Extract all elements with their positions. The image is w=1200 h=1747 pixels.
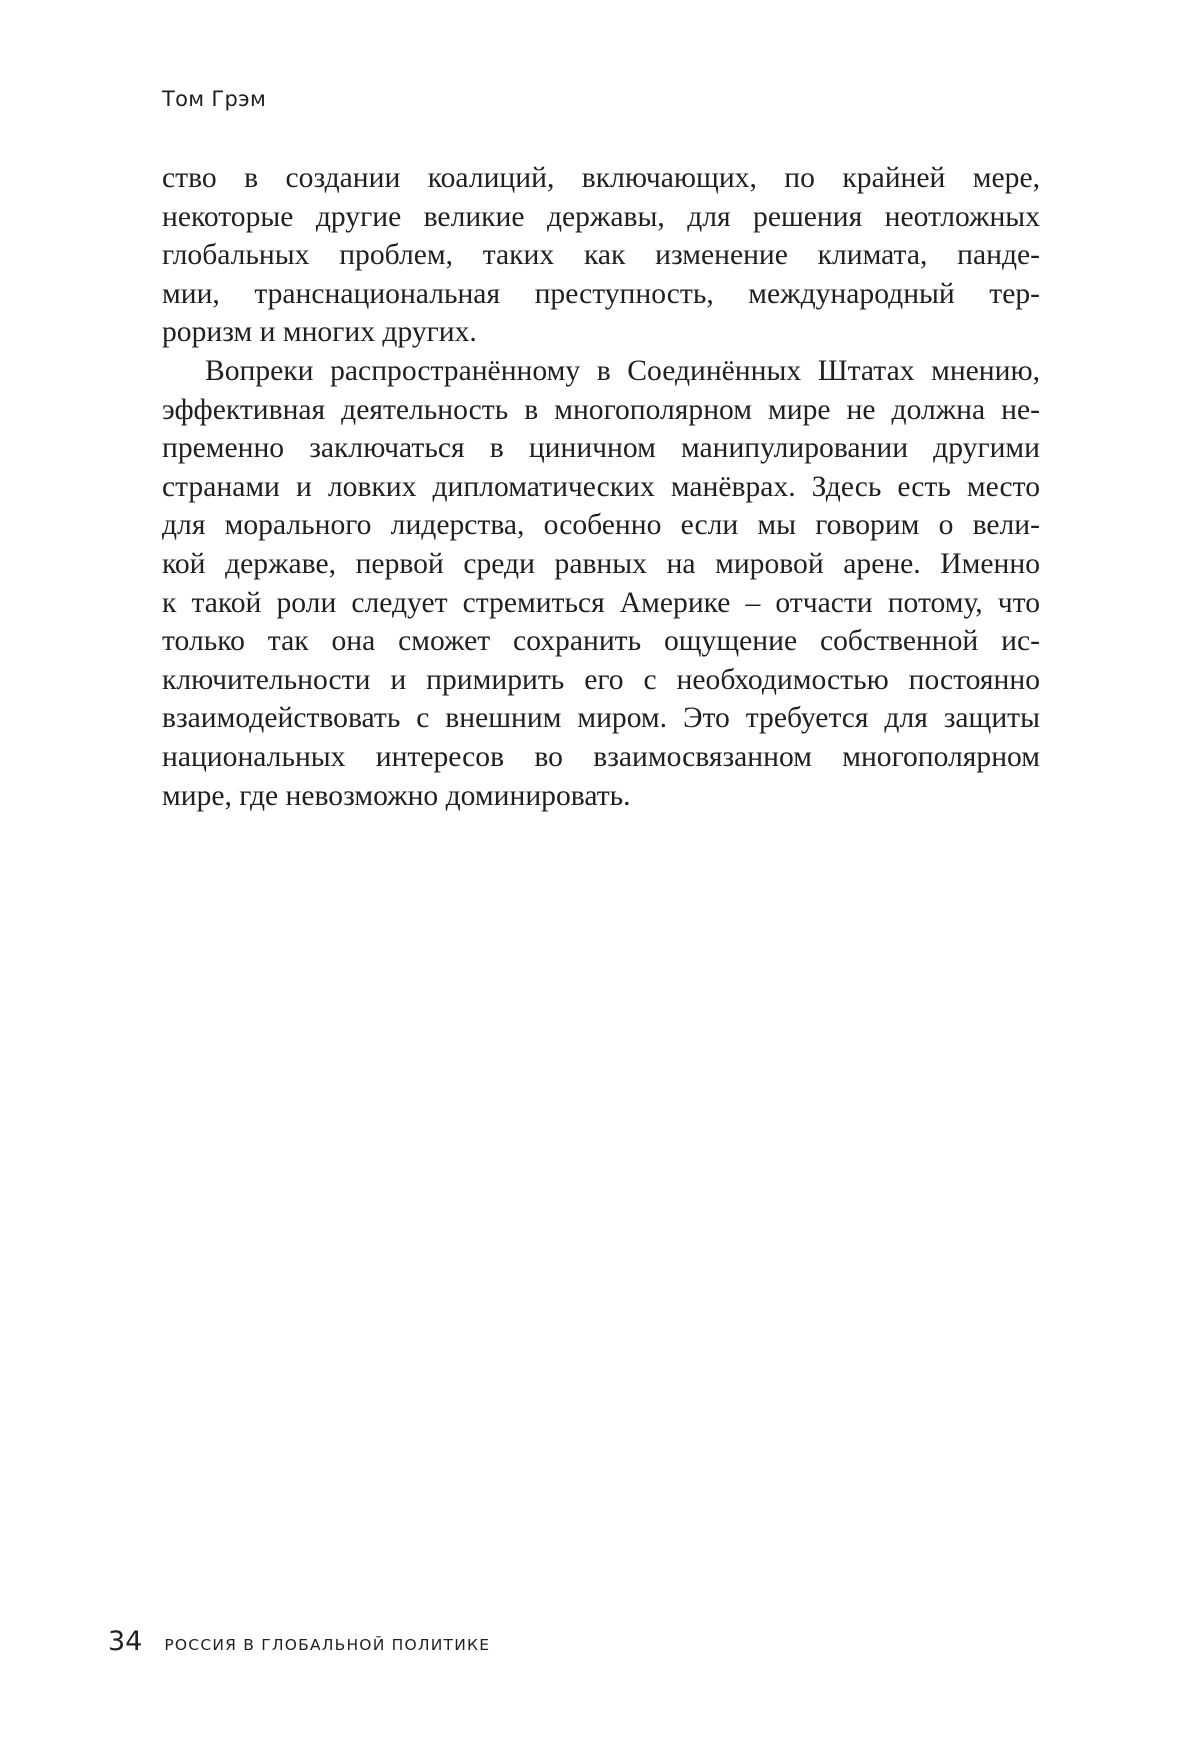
text-line: мии, транснациональная преступность, международный тер- <box>162 277 1040 310</box>
text-line: глобальных проблем, таких как изменение климата, панде- <box>162 239 1040 272</box>
page-footer <box>108 1626 490 1658</box>
text-line: ключительности и примирить его с необходимостью постоянно <box>162 663 1040 696</box>
text-line: роризм и многих других. <box>162 316 477 349</box>
text-line: странами и ловких дипломатических манёврах. Здесь есть место <box>162 470 1040 503</box>
paragraph-2 <box>162 352 1040 815</box>
body-text <box>162 159 1040 815</box>
text-line: кой державе, первой среди равных на мировой арене. Именно <box>162 547 1040 580</box>
running-head-author: Том Грэм <box>162 87 267 111</box>
text-line: Вопреки распространённому в Соединённых Штатах мнению, <box>205 354 1040 387</box>
paragraph-1 <box>162 159 1040 352</box>
text-line: национальных интересов во взаимосвязанном многополярном <box>162 740 1040 773</box>
text-line: к такой роли следует стремиться Америке – отчасти потому, что <box>162 586 1040 619</box>
text-line: ство в создании коалиций, включающих, по крайней мере, <box>162 162 1040 194</box>
text-line: эффективная деятельность в многополярном мире не должна не- <box>162 393 1040 426</box>
journal-title: РОССИЯ В ГЛОБАЛЬНОЙ ПОЛИТИКЕ <box>164 1636 491 1654</box>
text-line: пременно заключаться в циничном манипулировании другими <box>162 432 1040 465</box>
text-line: взаимодействовать с внешним миром. Это требуется для защиты <box>162 702 1040 735</box>
text-line: только так она сможет сохранить ощущение собственной ис- <box>162 625 1040 658</box>
text-line: мире, где невозможно доминировать. <box>162 779 631 812</box>
page-number: 34 <box>108 1626 143 1657</box>
text-line: для морального лидерства, особенно если мы говорим о вели- <box>162 509 1040 542</box>
text-line: некоторые другие великие державы, для решения неотложных <box>162 200 1040 233</box>
